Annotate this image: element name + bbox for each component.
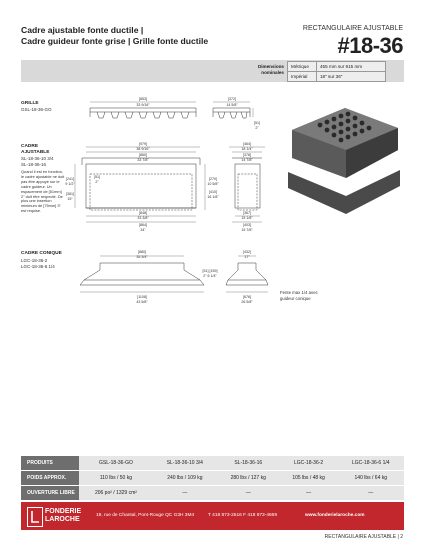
- grille-dim-side-imp: 14 5/8": [226, 103, 238, 107]
- conique-dim-top-imp: 35 3/4": [136, 255, 148, 259]
- spec-row-products: PRODUITS GSL-18-36-GO SL-18-36-10 3/4 SL-18-36-16 LGC-18-36-2 LGC-18-36-6 1/4: [21, 456, 404, 471]
- cadre-side-bot2-imp: 15 7/8": [241, 228, 253, 232]
- conique-dim-bot: [1108]: [137, 295, 147, 299]
- conique-dim-bot-imp: 43 5/8": [136, 300, 148, 304]
- conique-section-title: CADRE CONIQUE: [21, 251, 62, 256]
- conique-side-bot-imp: 26 5/8": [241, 300, 253, 304]
- cadre-dim-left-b: [381]: [66, 192, 74, 196]
- cadre-section-title: CADRE AJUSTABLE: [21, 144, 50, 155]
- company-logo: [27, 507, 43, 527]
- cadre-side-top2-imp: 14 7/8": [241, 158, 253, 162]
- dimensions-row-metric: Métrique 455 mm sur 915 mm: [288, 62, 386, 72]
- cadre-dim-top1-imp: 38 9/16": [136, 147, 150, 151]
- cadre-dim-top2: [860]: [139, 153, 147, 157]
- spec-row-opening: OUVERTURE LIBRE 206 po² / 1329 cm² — — — —: [21, 486, 404, 501]
- grille-dim-top: [853]: [139, 97, 147, 101]
- product-photo: [288, 108, 400, 214]
- cadre-installation-note: Quand il est en fonction, le cadre ajustable ne doit pas être appuyé sur le cadre guideur. Un espacement de [51mm] 2" doit être respecté. De plus une insertion minimum de [75mm] 3" est requise.: [21, 169, 65, 214]
- conique-side-bot: [676]: [243, 295, 251, 299]
- cadre-dim-mid-imp: 2": [95, 180, 99, 184]
- grille-dim-h-imp: 2": [255, 126, 259, 130]
- footer-phone: T 418 873-2516 F 418 873-4669: [208, 513, 277, 518]
- category-label: RECTANGULAIRE AJUSTABLE: [302, 25, 403, 32]
- cadre-dim-left-a-imp: 9 1/2": [65, 182, 75, 186]
- logo-mark-icon: [28, 508, 42, 526]
- footer-website-link[interactable]: www.fonderielaroche.com: [305, 513, 365, 518]
- dimensions-label: Dimensions nominales: [257, 64, 284, 75]
- title-line-1: Cadre ajustable fonte ductile |: [21, 25, 144, 35]
- cadre-dim-left-a: [241]: [66, 177, 74, 181]
- cadre-side-bot1-imp: 15 1/8": [241, 216, 253, 220]
- cadre-side-bot1: [367]: [243, 211, 251, 215]
- footer-address: 19, rue de Chantal, Pont-Rouge QC G3H 3M4: [96, 513, 195, 518]
- cadre-dim-bot1-imp: 33 3/8": [137, 216, 149, 220]
- cadre-dim-bot1: [848]: [139, 211, 147, 215]
- grille-dim-side: [372]: [228, 97, 236, 101]
- cadre-dim-right-a: [270]: [209, 177, 217, 181]
- grille-section-title: GRILLE: [21, 101, 39, 106]
- conique-dim-top: [880]: [138, 250, 146, 254]
- cadre-side-top2: [378]: [243, 153, 251, 157]
- conique-side-top: [432]: [243, 250, 251, 254]
- conique-codes: LGC-18-36-2 LGC-18-36-6 1/4: [21, 258, 55, 269]
- conique-side-top-imp: 17": [244, 255, 250, 259]
- cadre-side-top1: [464]: [243, 142, 251, 146]
- cadre-dim-left-b-imp: 15": [67, 197, 73, 201]
- conique-dim-h-imp: 2" 6 1/4": [203, 274, 217, 278]
- grille-code: GSL-18-36-GO: [21, 107, 52, 112]
- cadre-dim-bot2: [864]: [139, 223, 147, 227]
- brand-name: FONDERIE LAROCHE: [45, 508, 82, 523]
- conique-dim-h: [51] [159]: [202, 269, 218, 273]
- spec-row-weight: POIDS APPROX. 110 lbs / 50 kg 240 lbs / 109 kg 280 lbs / 127 kg 105 lbs / 48 kg 140 lbs / 64 kg: [21, 471, 404, 486]
- cadre-dim-bot2-imp: 34": [140, 228, 146, 232]
- dimensions-row-imperial: Impérial 18" sur 36": [288, 72, 386, 82]
- page-footer-label: RECTANGULAIRE AJUSTABLE | 2: [324, 534, 403, 540]
- photo-caption: Fente max 1/4 avec guideur conique: [280, 290, 318, 301]
- title-line-2: Cadre guideur fonte grise | Grille fonte ductile: [21, 36, 209, 46]
- cadre-side-top1-imp: 18 1/4": [241, 147, 253, 151]
- cadre-dim-right-b: [410]: [209, 190, 217, 194]
- cadre-dim-top2-imp: 33 7/8": [137, 158, 149, 162]
- specs-table: [21, 456, 404, 501]
- cadre-side-bot2: [403]: [243, 223, 251, 227]
- cadre-dim-right-b-imp: 16 1/8": [207, 195, 219, 199]
- cadre-codes: SL-18-36-10 3/4 SL-18-36-16: [21, 156, 54, 167]
- cadre-dim-top1: [979]: [139, 142, 147, 146]
- conique-side-drawing: [226, 256, 268, 292]
- conique-front-drawing: [80, 256, 204, 292]
- cadre-dim-right-a-imp: 10 5/8": [207, 182, 219, 186]
- grille-dim-h: [51]: [254, 121, 260, 125]
- grille-dim-top-imp: 33 9/16": [136, 103, 150, 107]
- model-number: #18-36: [337, 33, 403, 58]
- cadre-dim-mid: [51]: [94, 175, 100, 179]
